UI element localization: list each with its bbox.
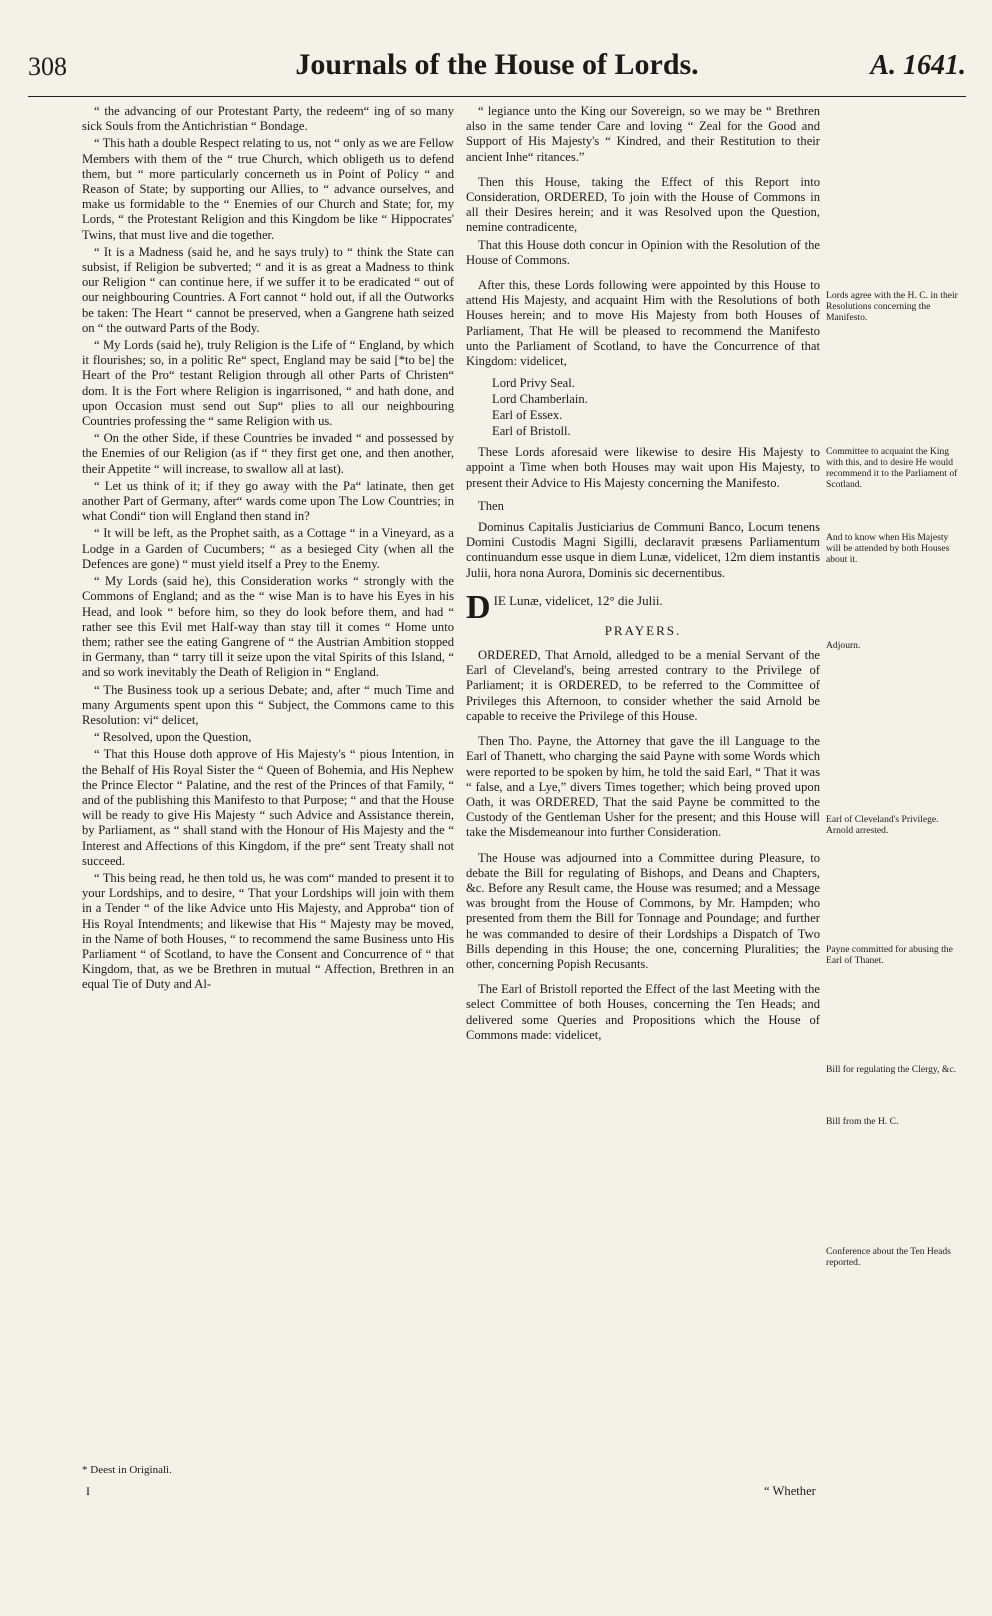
- page-number: 308: [28, 52, 67, 81]
- margin-note: Payne committed for abusing the Earl of Thanet.: [826, 944, 953, 966]
- list-item: Earl of Essex.: [492, 408, 563, 423]
- paragraph: “ It will be left, as the Prophet saith, as a Cottage “ in a Vineyard, as a Lodge in a Garden of Cucumbers; “ as a besieged City (when all the Defences are gone) “ must yield itself a Prey to the Enemy.: [82, 526, 454, 571]
- paragraph: Then this House, taking the Effect of this Report into Consideration, ORDERED, To join with the House of Commons in all their Desires herein; and it was Resolved upon the Question, nemine contradicente,: [466, 174, 820, 235]
- paragraph: “ Resolved, upon the Question,: [94, 730, 252, 745]
- lords-list: [492, 375, 820, 439]
- catchword: “ Whether: [764, 1484, 816, 1498]
- margin-note: Committee to acquaint the King with this, and to desire He would recommend it to the Parliament of Scotland.: [826, 446, 958, 490]
- margin-note: Lords agree with the H. C. in their Resolutions concerning the Manifesto.: [826, 290, 958, 323]
- paragraph: “ That this House doth approve of His Majesty's “ pious Intention, in the Behalf of His Royal Sister the “ Queen of Bohemia, and His Nephew the Prince Elector “ Palatine, and the rest of the Princes of that Family, “ and of the publishing this Manifesto to that Purpose; “ and that the House will be ready to give His Majesty “ such Advice and Assistance therein, by Parliament, as “ shall stand with the Honour of His Majesty and the “ Interest and Affections of this Kingdom, if the pre“ sent Treaty shall not succeed.: [82, 747, 454, 868]
- list-item: Lord Privy Seal.: [492, 376, 575, 391]
- paragraph: “ legiance unto the King our Sovereign, so we may be “ Brethren also in the same tender Care and loving “ Zeal for the Good and Support of His Majesty's “ Kindred, and their Restitution to their ancient Inhe“ ritances.”: [466, 104, 820, 164]
- drop-cap: D: [466, 588, 491, 626]
- header-rule: [28, 96, 966, 97]
- paragraph: “ The Business took up a serious Debate; and, after “ much Time and many Arguments spent upon this “ Subject, the Commons came to this Resolution: vi“ delicet,: [82, 682, 454, 727]
- paragraph: “ My Lords (said he), this Consideration works “ strongly with the Commons of England; and as the “ wise Man is to have his Eyes in his Head, and look “ before him, so they do look before them, and had “ rather see this Evil met Half-way than stay till it comes “ Home unto them; rather see the eating Gangrene of “ the Austrian Ambition stopped in Germany, than “ tarry till it seize upon the vital Spirits of this Island, “ and so work inevitably the Death of Religion in “ England.: [82, 574, 454, 680]
- paragraph: “ On the other Side, if these Countries be invaded “ and possessed by the Enemies of our Religion (as if “ they first get one, and then another, their Appetite “ will increase, to swallow all at last).: [82, 431, 454, 476]
- left-column: [82, 104, 454, 995]
- year: A. 1641.: [870, 50, 966, 81]
- footnote: * Deest in Originali.: [82, 1464, 172, 1476]
- paragraph: Then Tho. Payne, the Attorney that gave the ill Language to the Earl of Thanett, who charging the said Payne with some Words which were reported to be spoken by him, he told the said Earl, “ That it was “ false, and a Lye,” divers Times together; which being proved upon Oath, it was ORDERED, That the said Payne be committed to the Custody of the Gentleman Usher for the present; and this House will take the Misdemeanour into further Consideration.: [466, 734, 820, 840]
- then-line: Then: [478, 498, 504, 513]
- margin-note: Bill for regulating the Clergy, &c.: [826, 1064, 957, 1075]
- margin-note: Earl of Cleveland's Privilege. Arnold arrested.: [826, 814, 939, 836]
- paragraph: These Lords aforesaid were likewise to desire His Majesty to appoint a Time when both Houses may wait upon His Majesty, to present their Advice to His Majesty concerning the Manifesto.: [466, 445, 820, 490]
- die-heading-text: IE Lunæ, videlicet, 12° die Julii.: [493, 592, 663, 608]
- margin-note: Bill from the H. C.: [826, 1116, 899, 1127]
- list-item: Lord Chamberlain.: [492, 392, 588, 407]
- margin-note: Adjourn.: [826, 640, 861, 651]
- paragraph: “ This hath a double Respect relating to us, not “ only as we are Fellow Members with them of the “ true Church, which obligeth us to defend them, but “ more particularly concerneth us in Point of Policy “ and Reason of State; by supporting our Allies, to “ advance ourselves, and make us formidable to the “ Enemies of our Church and State; for, my Lords, “ the Protestant Religion and this Kingdom be like “ Hippocrates' Twins, that must live and die together.: [82, 136, 454, 242]
- page-header: [28, 48, 966, 92]
- paragraph: ORDERED, That Arnold, alledged to be a menial Servant of the Earl of Cleveland's, being arrested contrary to the Privilege of Parliament; it is ORDERED, to be referred to the Committee of Privileges this Afternoon, to consider whether the said Arnold be capable to receive the Privilege of this House.: [466, 648, 820, 723]
- paragraph: “ It is a Madness (said he, and he says truly) to “ think the State can subsist, if Religion be subverted; “ and it is as great a Madness to think our Religion “ can continue here, if we suffer it to be eradicated “ out of our neighbouring Countries. A Fort cannot “ hold out, if all the Outworks be taken: The Heart “ cannot be preserved, when a Gangrene hath seized on “ the outward Parts of the Body.: [82, 244, 454, 335]
- paragraph: Dominus Capitalis Justiciarius de Communi Banco, Locum tenens Domini Custodis Magni Sigilli, declaravit præsens Parliamentum continuandum esse usque in diem Lunæ, videlicet, 12m diem instantis Julii, hora nona Aurora, Dominis sic decernentibus.: [466, 520, 820, 580]
- margin-note: Conference about the Ten Heads reported.: [826, 1246, 951, 1268]
- right-column: [466, 104, 820, 1045]
- paragraph: The House was adjourned into a Committee during Pleasure, to debate the Bill for regulating of Bishops, and Deans and Chapters, &c. Before any Result came, the House was resumed; and a Message was brought from the House of Commons, by Mr. Hampden; who presented from them the Bill for Tonnage and Poundage; and further he was commanded to desire of their Lordships a Dispatch of Two Bills depending in this House; the one, concerning Pluralities; the other, concerning Popish Recusants.: [466, 850, 820, 971]
- paragraph: “ Let us think of it; if they go away with the Pa“ latinate, then get another Part of Germany, after“ wards come upon The Low Countries; in what Condi“ tion will England then stand in?: [82, 478, 454, 524]
- die-heading: [466, 588, 820, 626]
- paragraph: “ My Lords (said he), truly Religion is the Life of “ England, by which it flourishes; so, in a politic Re“ spect, England may be said [*to be] the Heart of the Pro“ testant Religion through all other Parts of Christen“ dom. It is the Fort where Religion is ingarrisoned, “ and hath done, and upon Occasion must send out Sup“ plies to all our neighbouring Countries professing the “ same Religion with us.: [82, 338, 454, 429]
- paragraph: After this, these Lords following were appointed by this House to attend His Majesty, and acquaint Him with the Resolutions of both Houses herein; and to move His Majesty from both Houses of Parliament, That He will be pleased to recommend the Manifesto unto the Parliament of Scotland, to have the Concurrence of that Kingdom: videlicet,: [466, 278, 820, 369]
- margin-note: And to know when His Majesty will be attended by both Houses about it.: [826, 532, 950, 565]
- list-item: Earl of Bristoll.: [492, 424, 571, 439]
- prayers-heading: PRAYERS.: [604, 622, 682, 638]
- paragraph: That this House doth concur in Opinion with the Resolution of the House of Commons.: [466, 237, 820, 267]
- paragraph: “ This being read, he then told us, he was com“ manded to present it to your Lordships, and to desire, “ That your Lordships will join with them in a Tender “ of the like Advice unto His Majesty, and Approba“ tion of His Royal Intendments; and likewise that His “ Majesty may be moved, in the Name of both Houses, “ to recommend the same Business unto His Parliament “ of Scotland, to have the Consent and Concurrence of “ that Kingdom, that, as we be Brethren in mutual “ Affection, Brethren in an equal Tie of Duty and Al-: [82, 870, 454, 992]
- paragraph: The Earl of Bristoll reported the Effect of the last Meeting with the select Committee of both Houses, concerning the Ten Heads; and delivered some Queries and Propositions which the House of Commons made: videlicet,: [466, 982, 820, 1042]
- signature-mark: I: [86, 1484, 90, 1498]
- journal-title: Journals of the House of Lords.: [295, 48, 699, 81]
- paragraph: “ the advancing of our Protestant Party, the redeem“ ing of so many sick Souls from the Antichristian “ Bondage.: [82, 104, 454, 134]
